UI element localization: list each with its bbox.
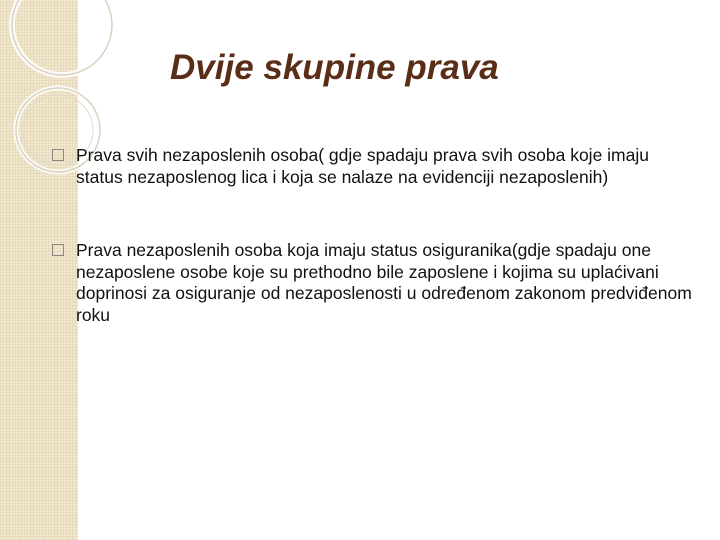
bullet-text: Prava nezaposlenih osoba koja imaju status osiguranika(gdje spadaju one nezaposlene osobe koje su prethodno bile zaposlene i kojima su uplaćivani doprinosi za osiguranje od nezaposlenosti u određenom zakonom predviđenom roku: [76, 240, 692, 325]
bullet-text: Prava svih nezaposlenih osoba( gdje spadaju prava svih osoba koje imaju status nezaposlenog lica i koja se nalaze na evidenciji nezaposlenih): [76, 145, 649, 187]
bullet-box-icon: [52, 244, 64, 256]
bullet-item: [52, 240, 692, 326]
slide-title: Dvije skupine prava: [170, 48, 499, 87]
bullet-item: [52, 145, 692, 188]
bullet-list: [52, 145, 692, 326]
bullet-box-icon: [52, 149, 64, 161]
